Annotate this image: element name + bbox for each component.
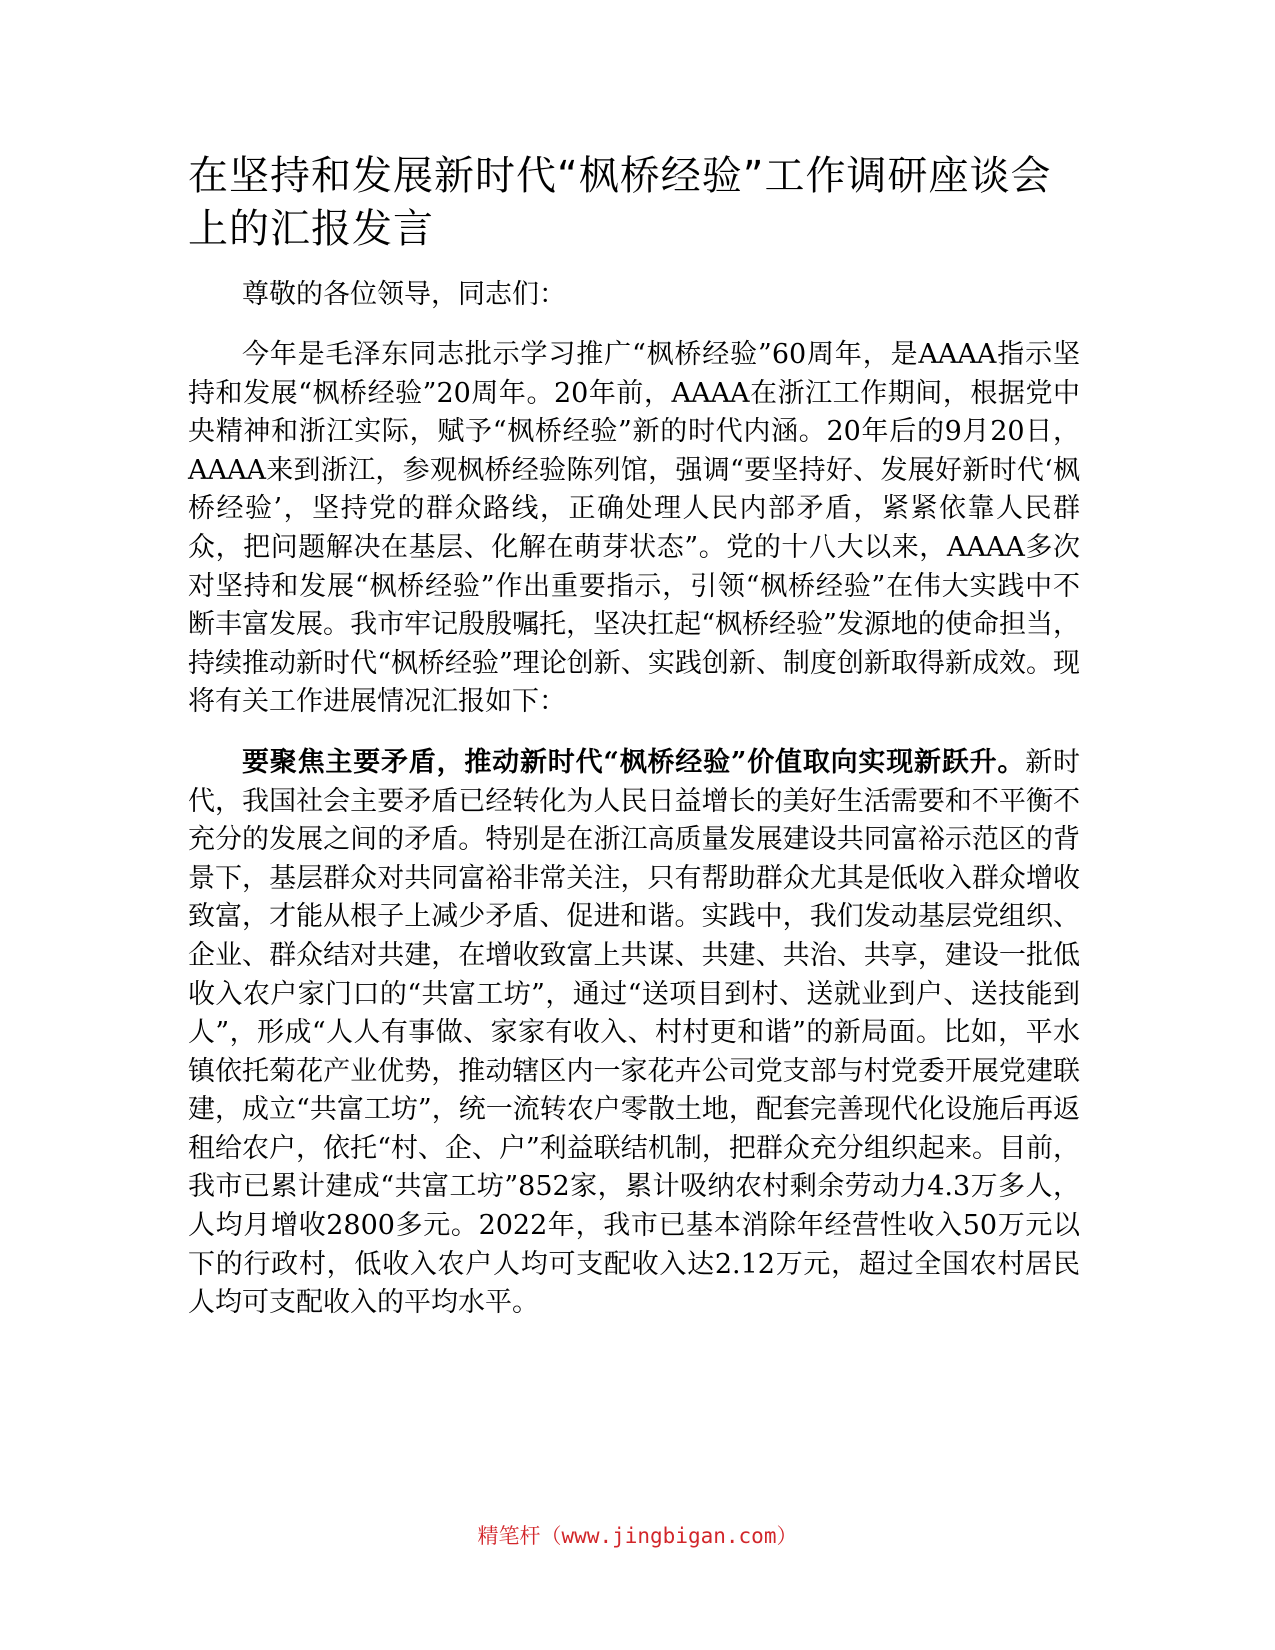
footer-watermark: 精笔杆（www.jingbigan.com）	[477, 1524, 798, 1548]
paragraph-intro: 今年是毛泽东同志批示学习推广“枫桥经验”60周年，是AAAA指示坚持和发展“枫桥经验”20周年。20年前，AAAA在浙江工作期间，根据党中央精神和浙江实际，赋予“枫桥经验”新的时代内涵。20年后的9月20日，AAAA来到浙江，参观枫桥经验陈列馆，强调“要坚持好、发展好新时代‘枫桥经验’，坚持党的群众路线，正确处理人民内部矛盾，紧紧依靠人民群众，把问题解决在基层、化解在萌芽状态”。党的十八大以来，AAAA多次对坚持和发展“枫桥经验”作出重要指示，引领“枫桥经验”在伟大实践中不断丰富发展。我市牢记殷殷嘱托，坚决扛起“枫桥经验”发源地的使命担当，持续推动新时代“枫桥经验”理论创新、实践创新、制度创新取得新成效。现将有关工作进展情况汇报如下：	[188, 339, 1080, 718]
paragraph-section-1	[188, 744, 1080, 1323]
document-page	[188, 150, 1080, 1323]
section-body: 新时代，我国社会主要矛盾已经转化为人民日益增长的美好生活需要和不平衡不充分的发展之间的矛盾。特别是在浙江高质量发展建设共同富裕示范区的背景下，基层群众对共同富裕非常关注，只有帮助群众尤其是低收入群众增收致富，才能从根子上减少矛盾、促进和谐。实践中，我们发动基层党组织、企业、群众结对共建，在增收致富上共谋、共建、共治、共享，建设一批低收入农户家门口的“共富工坊”，通过“送项目到村、送就业到户、送技能到人”，形成“人人有事做、家家有收入、村村更和谐”的新局面。比如，平水镇依托菊花产业优势，推动辖区内一家花卉公司党支部与村党委开展党建联建，成立“共富工坊”，统一流转农户零散土地，配套完善现代化设施后再返租给农户，依托“村、企、户”利益联结机制，把群众充分组织起来。目前，我市已累计建成“共富工坊”852家，累计吸纳农村剩余劳动力4.3万多人，人均月增收2800多元。2022年，我市已基本消除年经营性收入50万元以下的行政村，低收入农户人均可支配收入达2.12万元，超过全国农村居民人均可支配收入的平均水平。	[188, 746, 1081, 1319]
document-title: 在坚持和发展新时代“枫桥经验”工作调研座谈会上的汇报发言	[188, 153, 1052, 252]
section-heading: 要聚焦主要矛盾，推动新时代“枫桥经验”价值取向实现新跃升。	[242, 746, 1026, 778]
salutation: 尊敬的各位领导，同志们：	[242, 279, 566, 310]
